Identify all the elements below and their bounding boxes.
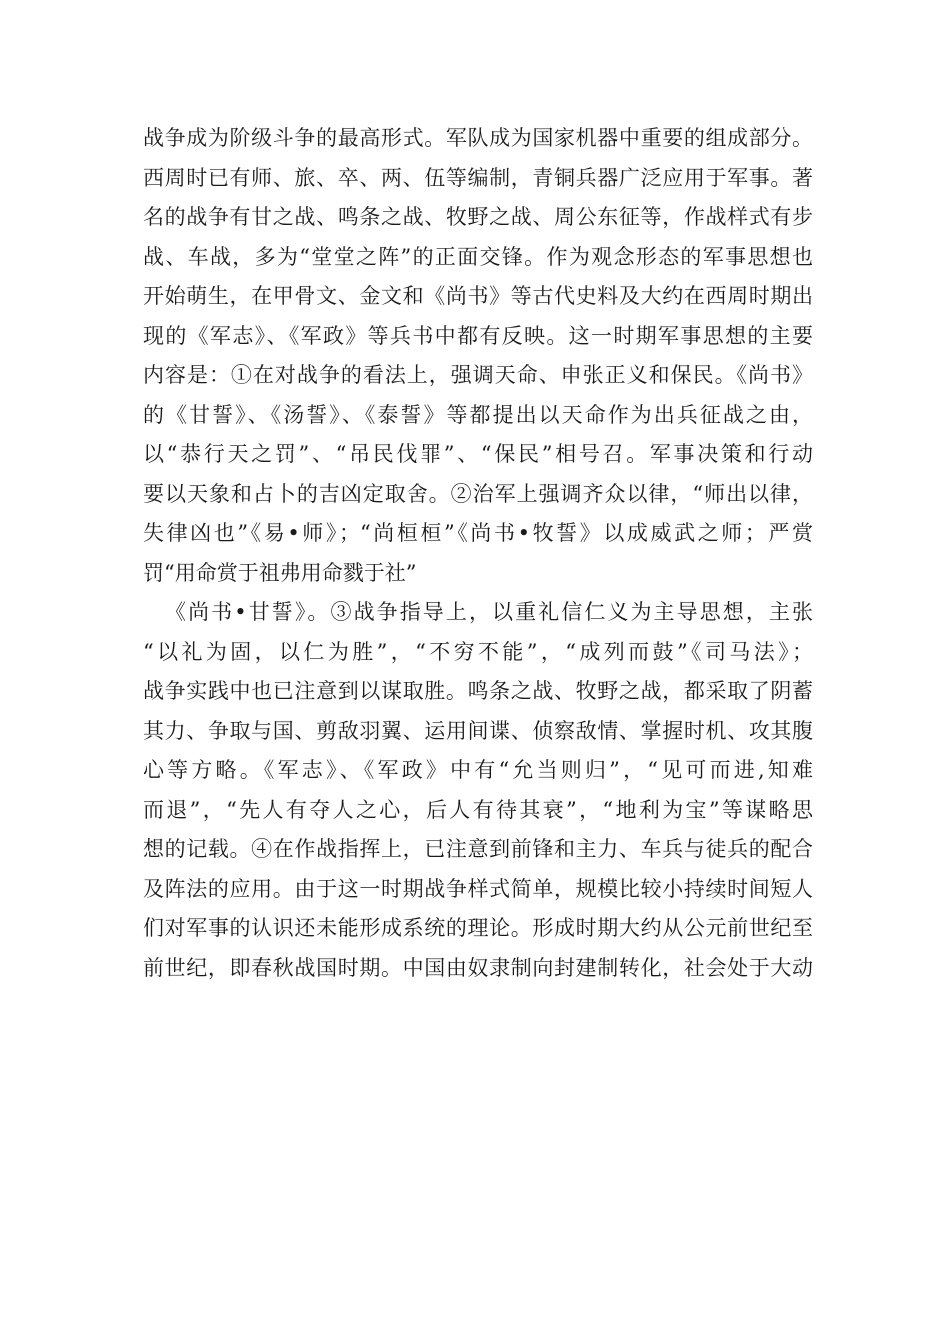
text-line: “以礼为固，以仁为胜”，“不穷不能”，“成列而鼓”《司马法》； [143, 639, 813, 664]
text-line: 内容是：①在对战争的看法上，强调天命、申张正义和保民。《尚书》 [143, 363, 813, 387]
text-line: 其力、争取与国、剪敌羽翼、运用间谍、侦察敌情、掌握时机、攻其腹 [143, 718, 813, 743]
text-line: 们对军事的认识还未能形成系统的理论。形成时期大约从公元前世纪至 [143, 916, 813, 940]
text-line: 战、车战，多为“堂堂之阵”的正面交锋。作为观念形态的军事思想也 [143, 244, 813, 269]
text-line: 以“恭行天之罚”、“吊民伐罪”、“保民”相号召。军事决策和行动 [143, 442, 813, 466]
text-line: 的《甘誓》、《汤誓》、《泰誓》等都提出以天命作为出兵征战之由， [143, 402, 813, 427]
text-line: 现的《军志》、《军政》等兵书中都有反映。这一时期军事思想的主要 [143, 323, 813, 348]
text-line: 开始萌生，在甲骨文、金文和《尚书》等古代史料及大约在西周时期出 [143, 284, 813, 308]
text-line: 名的战争有甘之战、鸣条之战、牧野之战、周公东征等，作战样式有步 [143, 205, 813, 229]
text-line: 前世纪，即春秋战国时期。中国由奴隶制向封建制转化，社会处于大动 [143, 955, 813, 980]
text-line: 及阵法的应用。由于这一时期战争样式简单，规模比较小持续时间短人 [143, 876, 813, 901]
text-line: 而退”，“先人有夺人之心，后人有待其衰”，“地利为宝”等谋略思 [143, 797, 813, 822]
text-line: 《尚书•甘誓》。③战争指导上，以重礼信仁义为主导思想，主张 [165, 600, 813, 624]
body-text [143, 119, 813, 988]
text-line: 失律凶也”《易•师》；“尚桓桓”《尚书•牧誓》以成威武之师；严赏 [143, 521, 813, 545]
text-line: 罚“用命赏于祖弗用命戮于社” [143, 560, 417, 585]
text-line: 西周时已有师、旅、卒、两、伍等编制，青铜兵器广泛应用于军事。著 [143, 165, 813, 190]
text-line: 要以天象和占卜的吉凶定取舍。②治军上强调齐众以律，“师出以律， [143, 481, 813, 506]
text-line: 心等方略。《军志》、《军政》中有“允当则归”，“见可而进,知难 [143, 758, 813, 782]
text-line: 战争实践中也已注意到以谋取胜。鸣条之战、牧野之战，都采取了阴蓄 [143, 679, 813, 703]
text-line: 想的记载。④在作战指挥上，已注意到前锋和主力、车兵与徒兵的配合 [143, 837, 813, 861]
text-line: 战争成为阶级斗争的最高形式。军队成为国家机器中重要的组成部分。 [143, 126, 813, 150]
